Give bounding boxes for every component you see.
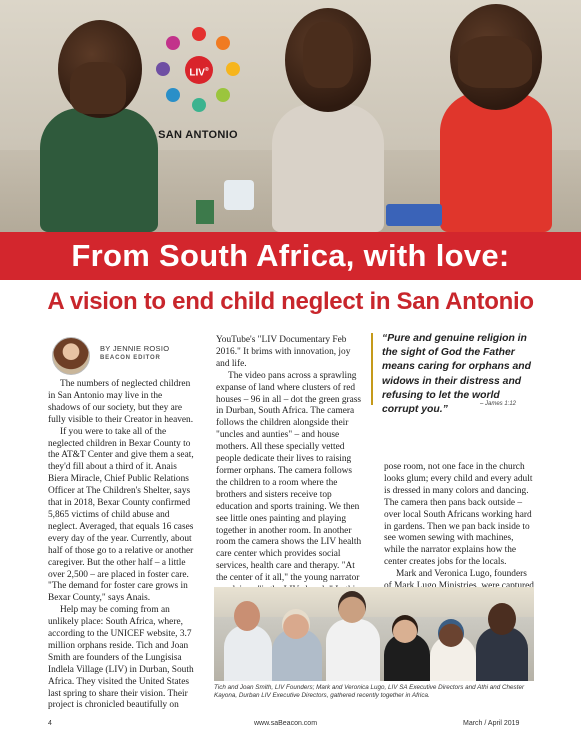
logo-dot [216,88,230,102]
paragraph: The video pans across a sprawling expanse of land where clusters of red houses – 96 in all – dot the green grass in Durban, South Africa. The camera follows the children alongside their "uncles and aunties" – and house mothers. All these specially vetted people dedicate their lives to raising former orphans. The camera follows the children to a room where the brothers and sisters receive top education and sports training. We then see little ones painting and playing together in another room. In another room the camera shows the LIV health care center which provides social services, health care and therapy. "At the center of it all," the young narrator [216,370,362,584]
logo-dot [192,27,206,41]
paragraph: YouTube's "LIV Documentary Feb 2016." It brims with innovation, joy and life. [216,335,351,369]
logo-dot [156,62,170,76]
logo-mark: LIV® [185,56,213,84]
quote-rule [371,333,373,405]
article-column-1 [48,379,194,712]
footer-date: March / April 2019 [463,720,520,727]
logo-dot [216,36,230,50]
logo-dot [166,88,180,102]
quote-source: – James 1:12 [480,401,517,407]
liv-logo [148,26,248,146]
byline-role: BEACON EDITOR [100,355,161,361]
page-number: 4 [48,720,52,727]
paragraph: pose room, not one face in the church looks glum; every child and every adult is dressed in many colors and dancing. The camera then pans back outside – over local South Africans working hard in gardens. Then we pan back inside to see women sewing with machines, while the narrator explains how the center creates jobs for the locals. [384,462,533,568]
pull-quote: “Pure and genuine religion in the sight of God the Father means caring for orphans and widows in their distress and refusing to let the world corrupt you.” [382,333,531,416]
logo-dot [226,62,240,76]
paragraph: If you were to take all of the neglected children in Bexar County to the AT&T Center and give them a seat, they'd fill about a third of it. Anais Biera Miracle, Chief Public Relations Officer at The Children's Shelter, says that in 2018, Bexar County confirmed 5,865 victims of child abuse and neglect. Averaged, that equals 16 cases every day of the year. Currently, about half of those go to a relative or another caregiver. But the other half – a little over 2,500 – are placed in foster care. "The demand for foster care grows in Bexar County," says Anais. [48,426,194,604]
group-photo [214,587,534,681]
footer-url: www.saBeacon.com [254,720,318,727]
logo-dot [166,36,180,50]
hero-photo [0,0,581,232]
photo-caption: Tich and Joan Smith, LIV Founders; Mark and Veronica Lugo, LIV SA Executive Directors and Athi and Chester Kayona, Durban LIV Executive Directors, gathered recently together in Africa. [214,684,525,700]
paragraph: Mark and Veronica Lugo, founders [396,569,527,580]
subhead: A vision to end child neglect in San Antonio [47,288,534,315]
logo-dot [192,98,206,112]
article-column-2 [216,335,364,609]
paragraph: The numbers of neglected children in San Antonio may live in the shadows of our society, but they are fully visible to their Creator in heaven. [48,379,194,425]
author-avatar [52,337,90,375]
logo-city: SAN ANTONIO [158,129,238,141]
paragraph: Help may be coming from an unlikely place: South Africa, where, according to the UNICEF website, 3.7 million orphans reside. Tich and Joan Smith are founders of the Lungisisa Indlela Village (LIV) in Durban, South Africa. They visited the United States last spring to share their vision. Their project is chronicled beautifully on [48,605,194,711]
byline-author: BY JENNIE ROSIO [100,344,170,353]
headline: From South Africa, with love: [71,238,510,273]
